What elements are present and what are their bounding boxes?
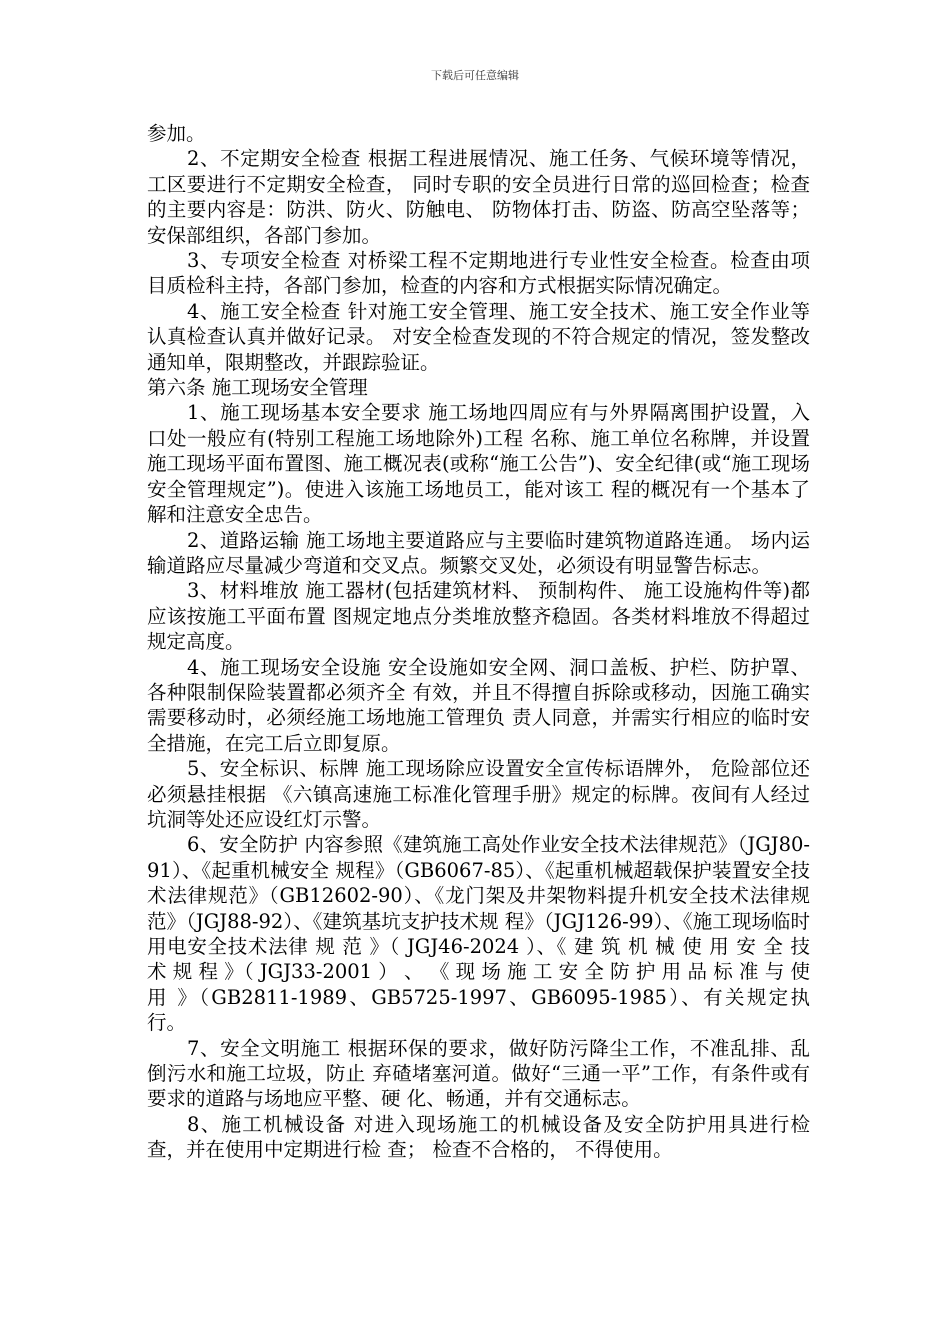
section-heading-article-six: 第六条 施工现场安全管理 (147, 376, 368, 400)
paragraph-material-stacking: 3、材料堆放 施工器材(包括建筑材料、 预制构件、 施工设施构件等)都应该按施工平面布置 图规定地点分类堆放整齐稳固。各类材料堆放不得超过规定高度。 (147, 579, 810, 654)
paragraph-basic-requirements: 1、施工现场基本安全要求 施工场地四周应有与外界隔离围护设置，入口处一般应有(特别工程施工场地除外)工程 名称、施工单位名称牌，并设置施工现场平面布置图、施工概况表(或称“施工公告”)、安全纪律(或“施工现场安全管理规定”)。使进入该施工场地员工，能对该工 程的概况有一个基本了解和注意安全忠告。 (147, 401, 810, 527)
paragraph-safety-protection: 6、安全防护 内容参照《建筑施工高处作业安全技术法律规范》（JGJ80-91）、《起重机械安全 规程》（GB6067-85）、《起重机械超载保护装置安全技术法律规范》（GB12602-90）、《龙门架及井架物料提升机安全技术法律规范》（JGJ88-92）、《建筑基坑支护技术规 程》（JGJ126-99）、《施工现场临时用电安全技术法律 规 范 》（ JGJ46-2024 ）、《 建 筑 机 械 使 用 安 全 技 术 规 程 》（ JGJ33-2001 ） 、 《 现 场 施 工 安 全 防 护 用 品 标 准 与 使 用 》（GB2811-1989、GB5725-1997、GB6095-1985）、有关规定执行。 (147, 833, 810, 1035)
document-body (147, 121, 810, 1163)
paragraph-continuation: 参加。 (147, 122, 206, 145)
page-header-note: 下载后可任意编辑 (431, 69, 519, 82)
paragraph-irregular-inspection: 2、不定期安全检查 根据工程进展情况、施工任务、气候环境等情况，工区要进行不定期安全检查， 同时专职的安全员进行日常的巡回检查；检查的主要内容是：防洪、防火、防触电、 防物体打击、防盗、防高空坠落等；安保部组织，各部门参加。 (147, 147, 810, 247)
paragraph-safety-facilities: 4、施工现场安全设施 安全设施如安全网、洞口盖板、护栏、防护罩、各种限制保险装置都必须齐全 有效，并且不得擅自拆除或移动，因施工确实需要移动时，必须经施工场地施工管理负 责人同意，并需实行相应的临时安全措施，在完工后立即复原。 (147, 655, 810, 755)
paragraph-machinery-equipment: 8、施工机械设备 对进入现场施工的机械设备及安全防护用具进行检查，并在使用中定期进行检 查； 检查不合格的， 不得使用。 (147, 1112, 810, 1162)
paragraph-civilized-construction: 7、安全文明施工 根据环保的要求，做好防污降尘工作，不准乱排、乱倒污水和施工垃圾，防止 弃碴堵塞河道。做好“三通一平”工作，有条件或有要求的道路与场地应平整、硬 化、畅通，并有交通标志。 (147, 1036, 810, 1111)
paragraph-road-transport: 2、道路运输 施工场地主要道路应与主要临时建筑物道路连通。 场内运输道路应尽量减少弯道和交叉点。频繁交叉处，必须设有明显警告标志。 (147, 528, 810, 577)
paragraph-special-inspection: 3、专项安全检查 对桥梁工程不定期地进行专业性安全检查。检查由项目质检科主持，各部门参加，检查的内容和方式根据实际情况确定。 (147, 249, 810, 298)
paragraph-construction-inspection: 4、施工安全检查 针对施工安全管理、施工安全技术、施工安全作业等认真检查认真并做好记录。 对安全检查发现的不符合规定的情况，签发整改通知单，限期整改，并跟踪验证。 (147, 299, 810, 374)
paragraph-safety-signs: 5、安全标识、标牌 施工现场除应设置安全宣传标语牌外， 危险部位还必须悬挂根据 《六镇高速施工标准化管理手册》规定的标牌。夜间有人经过坑洞等处还应设红灯示警。 (147, 757, 810, 831)
